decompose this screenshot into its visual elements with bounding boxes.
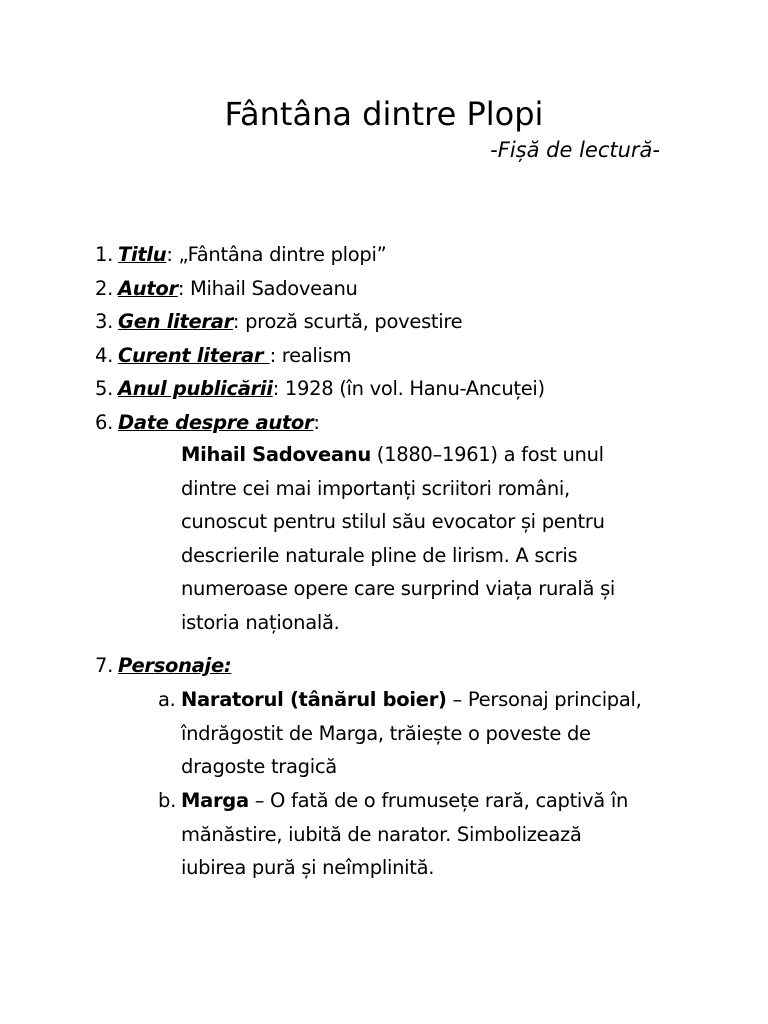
entry-letter: b.	[158, 789, 176, 812]
list-item-author-info	[95, 406, 695, 440]
item-value: proză scurtă, povestire	[245, 310, 463, 333]
item-number: 2.	[95, 276, 114, 300]
document-title: Fântâna dintre Plopi	[224, 95, 544, 133]
entry-line: dragoste tragică	[181, 755, 337, 778]
info-list	[95, 238, 695, 439]
paragraph-line: dintre cei mai importanți scriitori români,	[181, 476, 570, 500]
item-number: 4.	[95, 343, 114, 367]
item-number: 7.	[95, 654, 114, 677]
entry-line: îndrăgostit de Marga, trăiește o poveste de	[181, 721, 591, 745]
item-label: Personaje:	[118, 654, 232, 677]
item-number: 6.	[95, 410, 114, 434]
list-item-characters	[95, 649, 231, 683]
item-label: Titlu	[118, 243, 167, 266]
list-item-author	[95, 272, 695, 306]
paragraph-line: Mihail Sadoveanu (1880–1961) a fost unul	[181, 443, 604, 466]
character-entry-marga: b. Marga – O fată de o frumusețe rară, captivă în mănăstire, iubită de narator. Simbolizează iubirea pură și neîmplinită.	[158, 784, 678, 885]
item-label: Date despre autor	[118, 410, 314, 434]
list-item-year	[95, 372, 695, 406]
entry-line: iubirea pură și neîmplinită.	[181, 856, 435, 879]
item-label: Curent literar	[118, 343, 270, 367]
paragraph-line: descrierile naturale pline de lirism. A scris	[181, 543, 578, 567]
list-item-movement	[95, 339, 695, 373]
character-name: Naratorul (tânărul boier)	[181, 688, 447, 711]
item-label: Gen literar	[118, 310, 233, 333]
author-paragraph	[181, 438, 661, 639]
paragraph-line: cunoscut pentru stilul său evocator și pentru	[181, 510, 605, 533]
character-name: Marga	[181, 789, 249, 812]
list-item-genre	[95, 305, 695, 339]
item-value: 1928 (în vol. Hanu-Ancuței)	[284, 377, 545, 400]
paragraph-line: istoria națională.	[181, 610, 340, 634]
character-entry-narrator: a. Naratorul (tânărul boier) – Personaj principal, îndrăgostit de Marga, trăiește o poveste de dragoste tragică	[158, 683, 678, 784]
paragraph-line: numeroase opere care surprind viața rurală și	[181, 577, 616, 600]
item-value: „Fântâna dintre plopi”	[178, 243, 387, 266]
item-number: 1.	[95, 243, 114, 266]
item-number: 5.	[95, 377, 114, 400]
item-separator: :	[313, 410, 320, 434]
document-subtitle: -Fișă de lectură-	[490, 138, 660, 162]
list-item-title	[95, 238, 695, 272]
item-separator: :	[232, 310, 246, 333]
item-number: 3.	[95, 310, 114, 333]
item-separator: :	[272, 377, 285, 400]
item-label: Anul publicării	[118, 377, 273, 400]
item-label: Autor	[118, 276, 178, 300]
author-name: Mihail Sadoveanu	[181, 443, 371, 466]
item-value: realism	[281, 343, 352, 367]
entry-letter: a.	[158, 688, 176, 711]
item-separator: :	[166, 243, 179, 266]
item-separator: :	[269, 343, 282, 367]
entry-line: mănăstire, iubită de narator. Simbolizează	[181, 822, 582, 846]
item-value: Mihail Sadoveanu	[189, 276, 358, 300]
item-separator: :	[177, 276, 190, 300]
